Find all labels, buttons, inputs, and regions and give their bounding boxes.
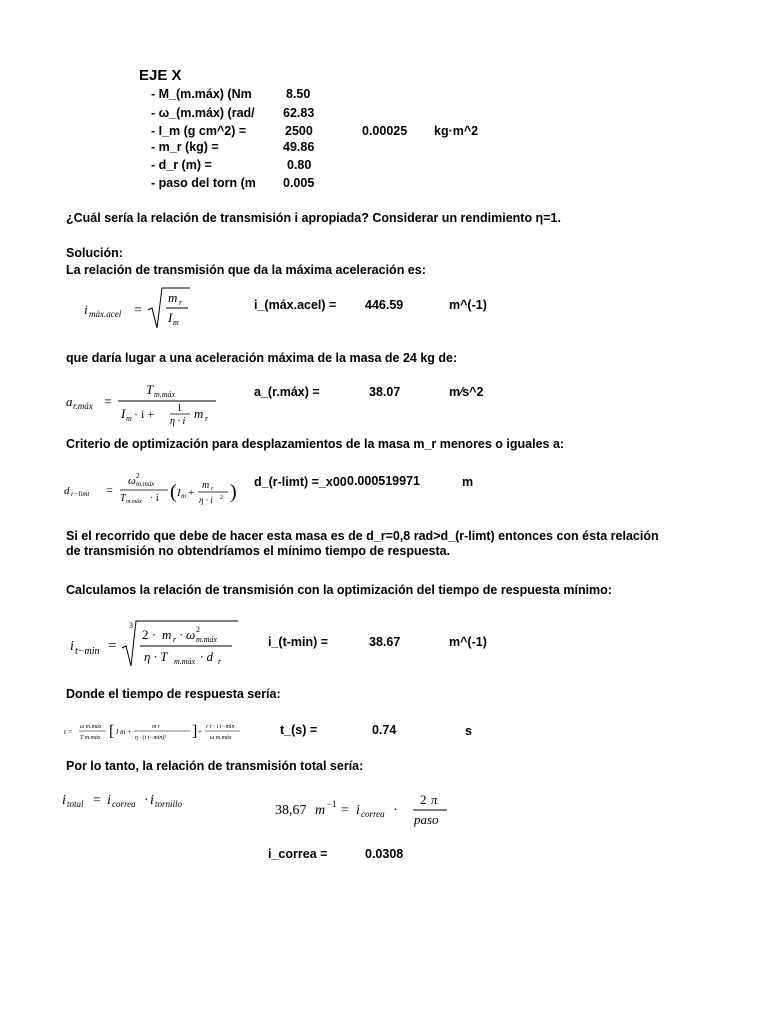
- param-value: 2500: [285, 124, 313, 138]
- svg-text:η · i: η · i: [170, 416, 186, 427]
- a-r-max-value: 38.07: [369, 385, 401, 399]
- svg-text:ω m.máx: ω m.máx: [80, 724, 102, 730]
- svg-text:i: i: [84, 302, 88, 317]
- svg-text:]: ]: [192, 723, 198, 740]
- svg-text:(: (: [170, 481, 177, 503]
- solution-heading: Solución:: [66, 246, 123, 260]
- criterion-text: Criterio de optimización para desplazamientos de la masa m_r menores o iguales a:: [66, 437, 565, 451]
- svg-text:ω: ω: [186, 627, 196, 642]
- page-title: EJE X: [139, 67, 182, 84]
- formula-a-r-max: [66, 380, 226, 428]
- note-line-2: de transmisión no obtendríamos el mínimo tiempo de respuesta.: [66, 544, 451, 558]
- svg-text:máx.acel: máx.acel: [89, 309, 122, 319]
- svg-text:· i +: · i +: [134, 407, 155, 421]
- svg-text:m: m: [168, 290, 178, 305]
- svg-text:total: total: [67, 799, 84, 809]
- svg-text:t =: t =: [64, 728, 73, 736]
- param-label: - ω_(m.máx) (rad/: [151, 106, 255, 120]
- svg-text:r: r: [218, 657, 222, 666]
- svg-text:=: =: [341, 803, 349, 818]
- i-max-accel-unit: m^(-1): [449, 298, 487, 312]
- svg-text:2: 2: [136, 472, 140, 480]
- svg-text:paso: paso: [414, 812, 439, 827]
- svg-text:m: m: [315, 803, 326, 818]
- svg-text:m r: m r: [152, 724, 161, 730]
- svg-text:I: I: [168, 310, 173, 325]
- svg-text:r.máx: r.máx: [73, 401, 93, 411]
- svg-text:[: [: [109, 723, 115, 740]
- svg-text:m: m: [202, 480, 210, 491]
- svg-text:m.máx: m.máx: [174, 657, 196, 666]
- svg-text:1: 1: [177, 403, 182, 414]
- svg-text:=: =: [93, 793, 101, 808]
- svg-text:i: i: [356, 803, 360, 818]
- param-value: 62.83: [283, 106, 315, 120]
- svg-text:=: =: [134, 303, 142, 318]
- svg-text:η · T: η · T: [144, 649, 168, 664]
- svg-text:T: T: [120, 493, 126, 504]
- i-t-min-unit: m^(-1): [449, 635, 487, 649]
- a-r-max-unit: m⁄s^2: [449, 385, 484, 399]
- svg-text:r r · i t−min: r r · i t−min: [206, 724, 235, 730]
- svg-text:2 ·: 2 ·: [142, 627, 157, 642]
- i-t-min-label: i_(t-min) =: [268, 635, 329, 649]
- svg-text:i: i: [107, 793, 111, 808]
- formula-i-correa: [275, 790, 455, 830]
- svg-text:η · (i t−min)²: η · (i t−min)²: [135, 735, 167, 741]
- svg-text:m: m: [162, 627, 172, 642]
- svg-text:2: 2: [196, 625, 200, 634]
- d-r-limt-value: 0.000519971: [347, 474, 420, 488]
- svg-text:r: r: [179, 298, 183, 307]
- param-value: 49.86: [283, 140, 315, 154]
- accel-intro: que daría lugar a una aceleración máxima de la masa de 24 kg de:: [66, 351, 458, 365]
- svg-text:r−limt: r−limt: [71, 490, 90, 498]
- param-value: 0.80: [287, 158, 312, 172]
- svg-text:m: m: [173, 318, 179, 327]
- svg-text:3: 3: [129, 621, 133, 630]
- formula-i-t-min: [70, 618, 240, 670]
- svg-text:i: i: [70, 639, 74, 654]
- svg-text:m.máx: m.máx: [196, 635, 218, 644]
- max-accel-intro: La relación de transmisión que da la máxima aceleración es:: [66, 263, 426, 277]
- svg-text:tornillo: tornillo: [155, 799, 183, 809]
- svg-text:t−min: t−min: [75, 646, 100, 657]
- svg-text:I: I: [177, 487, 181, 499]
- param-label: - paso del torn (m: [151, 176, 256, 190]
- svg-text:ω m.máx: ω m.máx: [210, 735, 232, 741]
- svg-text:38,67: 38,67: [275, 803, 307, 818]
- svg-text:I m +: I m +: [116, 728, 132, 736]
- svg-text:ω: ω: [128, 475, 136, 487]
- formula-i-max-accel: [84, 284, 194, 332]
- svg-text:): ): [230, 481, 237, 503]
- svg-text:correa: correa: [361, 809, 385, 819]
- svg-text:· i: · i: [150, 493, 159, 504]
- svg-text:· d: · d: [200, 649, 213, 664]
- param-extra-value: 0.00025: [362, 124, 408, 138]
- formula-t-s: [64, 718, 244, 746]
- svg-text:T: T: [146, 382, 154, 397]
- t-s-value: 0.74: [372, 723, 397, 737]
- a-r-max-label: a_(r.máx) =: [254, 385, 320, 399]
- t-s-label: t_(s) =: [280, 723, 318, 737]
- d-r-limt-label: d_(r-limt) =_x00: [254, 475, 347, 489]
- t-s-unit: s: [465, 724, 472, 738]
- svg-text:=: =: [104, 395, 112, 410]
- svg-text:π: π: [431, 792, 438, 807]
- note-line-1: Si el recorrido que debe de hacer esta masa es de d_r=0,8 rad>d_(r-limt) entonces con ésta relación: [66, 529, 659, 543]
- question-text: ¿Cuál sería la relación de transmisión i apropiada? Considerar un rendimiento η=1.: [66, 211, 561, 225]
- svg-text:+: +: [188, 487, 195, 499]
- param-label: - I_m (g cm^2) =: [151, 124, 247, 138]
- svg-text:I: I: [121, 406, 126, 421]
- svg-text:d: d: [64, 485, 70, 497]
- i-correa-value: 0.0308: [365, 847, 404, 861]
- param-extra-unit: kg·m^2: [434, 124, 479, 138]
- svg-text:=: =: [106, 483, 113, 497]
- total-intro: Por lo tanto, la relación de transmisión total sería:: [66, 759, 364, 773]
- svg-text:·: ·: [144, 793, 149, 808]
- i-max-accel-label: i_(máx.acel) =: [254, 298, 337, 312]
- param-label: - M_(m.máx) (Nm: [151, 87, 252, 101]
- svg-text:correa: correa: [112, 799, 136, 809]
- svg-text:m: m: [181, 492, 187, 500]
- param-label: - d_r (m) =: [151, 158, 212, 172]
- svg-text:r: r: [173, 635, 177, 644]
- svg-text:2: 2: [420, 792, 427, 807]
- i-max-accel-value: 446.59: [365, 298, 404, 312]
- param-label: - m_r (kg) =: [151, 140, 219, 154]
- svg-text:a: a: [66, 394, 73, 409]
- svg-text:i: i: [62, 793, 66, 808]
- svg-text:m: m: [194, 406, 204, 421]
- d-r-limt-unit: m: [462, 475, 474, 489]
- i-t-min-value: 38.67: [369, 635, 401, 649]
- svg-text:m: m: [126, 414, 132, 423]
- formula-i-total: [62, 788, 222, 812]
- svg-text:2: 2: [220, 495, 223, 501]
- calc-intro: Calculamos la relación de transmisión con la optimización del tiempo de respuesta mínimo:: [66, 583, 612, 597]
- svg-text:+: +: [198, 728, 202, 736]
- param-value: 8.50: [286, 87, 311, 101]
- time-intro: Donde el tiempo de respuesta sería:: [66, 687, 281, 701]
- i-correa-label: i_correa =: [268, 847, 328, 861]
- svg-text:·: ·: [179, 627, 184, 642]
- svg-text:m.máx: m.máx: [136, 480, 155, 488]
- svg-text:r: r: [211, 486, 214, 492]
- svg-text:r: r: [205, 414, 209, 423]
- param-value: 0.005: [283, 176, 315, 190]
- svg-text:·: ·: [393, 803, 398, 818]
- svg-text:=: =: [108, 638, 117, 654]
- svg-text:i: i: [150, 793, 154, 808]
- formula-d-r-limt: [64, 466, 244, 508]
- svg-text:T m.máx: T m.máx: [80, 735, 101, 741]
- svg-text:m.máx: m.máx: [126, 499, 142, 505]
- svg-text:m.máx: m.máx: [154, 390, 176, 399]
- svg-text:η · i: η · i: [199, 495, 213, 505]
- svg-text:−1: −1: [327, 799, 337, 809]
